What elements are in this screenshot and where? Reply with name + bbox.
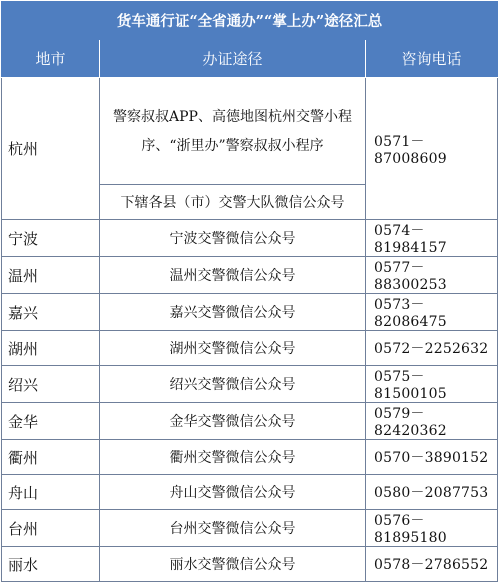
phone-cell: 0574－81984157 bbox=[366, 220, 498, 257]
column-header-city: 地市 bbox=[2, 40, 100, 78]
phone-cell: 0572－2252632 bbox=[366, 331, 498, 366]
table-row bbox=[2, 547, 498, 582]
phone-cell: 0571－87008609 bbox=[366, 78, 498, 220]
channel-line: 警察叔叔APP、高德地图杭州交警小程 bbox=[113, 109, 352, 125]
table-row bbox=[2, 366, 498, 403]
table-row bbox=[2, 257, 498, 294]
table-title-row bbox=[2, 2, 498, 40]
channel-cell: 温州交警微信公众号 bbox=[100, 257, 366, 294]
phone-cell: 0577－88300253 bbox=[366, 257, 498, 294]
table-row bbox=[2, 294, 498, 331]
table-title: 货车通行证“全省通办”“掌上办”途径汇总 bbox=[2, 2, 498, 40]
city-cell: 台州 bbox=[2, 510, 100, 547]
table-row bbox=[2, 331, 498, 366]
phone-cell: 0580－2087753 bbox=[366, 475, 498, 510]
channel-cell: 金华交警微信公众号 bbox=[100, 403, 366, 440]
channel-cell: 绍兴交警微信公众号 bbox=[100, 366, 366, 403]
table-header-row bbox=[2, 40, 498, 78]
route-summary-table-wrapper bbox=[1, 1, 497, 574]
column-header-phone: 咨询电话 bbox=[366, 40, 498, 78]
channel-cell: 嘉兴交警微信公众号 bbox=[100, 294, 366, 331]
city-cell: 衢州 bbox=[2, 440, 100, 475]
channel-cell-multiline bbox=[100, 78, 366, 185]
phone-cell: 0576－81895180 bbox=[366, 510, 498, 547]
channel-line: 序、“浙里办”警察叔叔小程序 bbox=[141, 138, 324, 154]
table-row bbox=[2, 510, 498, 547]
channel-cell: 下辖各县（市）交警大队微信公众号 bbox=[100, 185, 366, 220]
channel-cell: 台州交警微信公众号 bbox=[100, 510, 366, 547]
city-cell: 舟山 bbox=[2, 475, 100, 510]
phone-cell: 0575－81500105 bbox=[366, 366, 498, 403]
city-cell: 杭州 bbox=[2, 78, 100, 220]
table-row-hangzhou bbox=[2, 78, 498, 185]
column-header-channel: 办证途径 bbox=[100, 40, 366, 78]
table-row bbox=[2, 403, 498, 440]
table-row bbox=[2, 440, 498, 475]
channel-cell: 宁波交警微信公众号 bbox=[100, 220, 366, 257]
channel-cell: 丽水交警微信公众号 bbox=[100, 547, 366, 582]
city-cell: 嘉兴 bbox=[2, 294, 100, 331]
channel-cell: 舟山交警微信公众号 bbox=[100, 475, 366, 510]
phone-cell: 0570－3890152 bbox=[366, 440, 498, 475]
table-row bbox=[2, 220, 498, 257]
phone-cell: 0579－82420362 bbox=[366, 403, 498, 440]
city-cell: 金华 bbox=[2, 403, 100, 440]
table-row bbox=[2, 475, 498, 510]
phone-cell: 0573－82086475 bbox=[366, 294, 498, 331]
channel-cell: 湖州交警微信公众号 bbox=[100, 331, 366, 366]
city-cell: 绍兴 bbox=[2, 366, 100, 403]
route-summary-table bbox=[1, 1, 498, 582]
city-cell: 湖州 bbox=[2, 331, 100, 366]
city-cell: 丽水 bbox=[2, 547, 100, 582]
channel-cell: 衢州交警微信公众号 bbox=[100, 440, 366, 475]
city-cell: 温州 bbox=[2, 257, 100, 294]
phone-cell: 0578－2786552 bbox=[366, 547, 498, 582]
city-cell: 宁波 bbox=[2, 220, 100, 257]
